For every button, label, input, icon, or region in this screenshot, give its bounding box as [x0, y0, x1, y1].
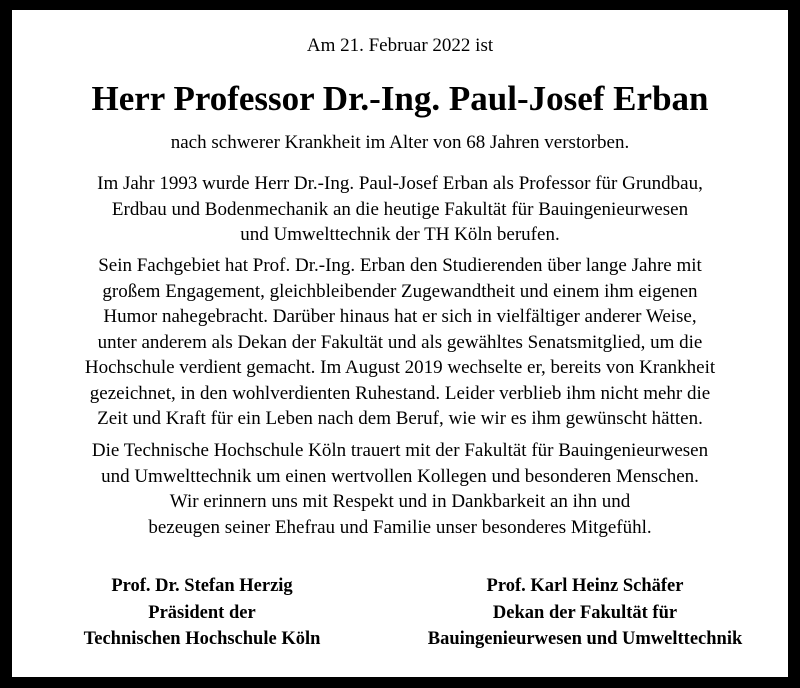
paragraph-line: und Umwelttechnik um einen wertvollen Kollegen und besonderen Menschen. [101, 465, 699, 487]
signature-president [52, 573, 352, 653]
signatory-institution: Bauingenieurwesen und Umwelttechnik [427, 629, 743, 649]
paragraph-line: Hochschule verdient gemacht. Im August 2019 wechselte er, bereits von Krankheit [84, 357, 716, 378]
signatory-name: Prof. Dr. Stefan Herzig [111, 576, 293, 596]
signatory-institution: Technischen Hochschule Köln [83, 629, 321, 649]
paragraph-career [20, 171, 780, 248]
signatory-role: Dekan der Fakultät für [492, 602, 678, 623]
signatory-role: Präsident der [148, 602, 256, 623]
paragraph-line: Wir erinnern uns mit Respekt und in Dankbarkeit an ihn und [169, 491, 631, 512]
paragraph-line: bezeugen seiner Ehefrau und Familie unser besonderes Mitgefühl. [148, 516, 652, 538]
paragraph-line: Die Technische Hochschule Köln trauert mit der Fakultät für Bauingenieurwesen [91, 440, 709, 461]
paragraph-line: Sein Fachgebiet hat Prof. Dr.-Ing. Erban den Studierenden über lange Jahre mit [98, 255, 702, 276]
obituary-notice [12, 10, 788, 677]
paragraph-line: Zeit und Kraft für ein Leben nach dem Beruf, wie wir es ihm gewünscht hätten. [97, 408, 703, 429]
signature-dean [395, 573, 775, 653]
intro-line: Am 21. Februar 2022 ist [306, 35, 494, 56]
paragraph-line: gezeichnet, in den wohlverdienten Ruhestand. Leider verblieb ihm nicht mehr die [89, 382, 711, 404]
paragraph-tribute [20, 253, 780, 432]
paragraph-line: Im Jahr 1993 wurde Herr Dr.-Ing. Paul-Josef Erban als Professor für Grundbau, [97, 173, 703, 194]
paragraph-line: großem Engagement, gleichbleibender Zugewandtheit und einem ihm eigenen [102, 280, 698, 302]
signatory-name: Prof. Karl Heinz Schäfer [486, 576, 684, 596]
deceased-name-heading: Herr Professor Dr.-Ing. Paul-Josef Erban [91, 79, 709, 118]
paragraph-line: Erdbau und Bodenmechanik an die heutige Fakultät für Bauingenieurwesen [111, 198, 689, 220]
paragraph-condolence [20, 438, 780, 540]
paragraph-line: Humor nahegebracht. Darüber hinaus hat er sich in vielfältiger anderer Weise, [103, 306, 697, 327]
paragraph-line: unter anderem als Dekan der Fakultät und als gewähltes Senatsmitglied, um die [97, 331, 703, 353]
death-statement: nach schwerer Krankheit im Alter von 68 Jahren verstorben. [170, 132, 630, 153]
paragraph-line: und Umwelttechnik der TH Köln berufen. [240, 224, 560, 245]
